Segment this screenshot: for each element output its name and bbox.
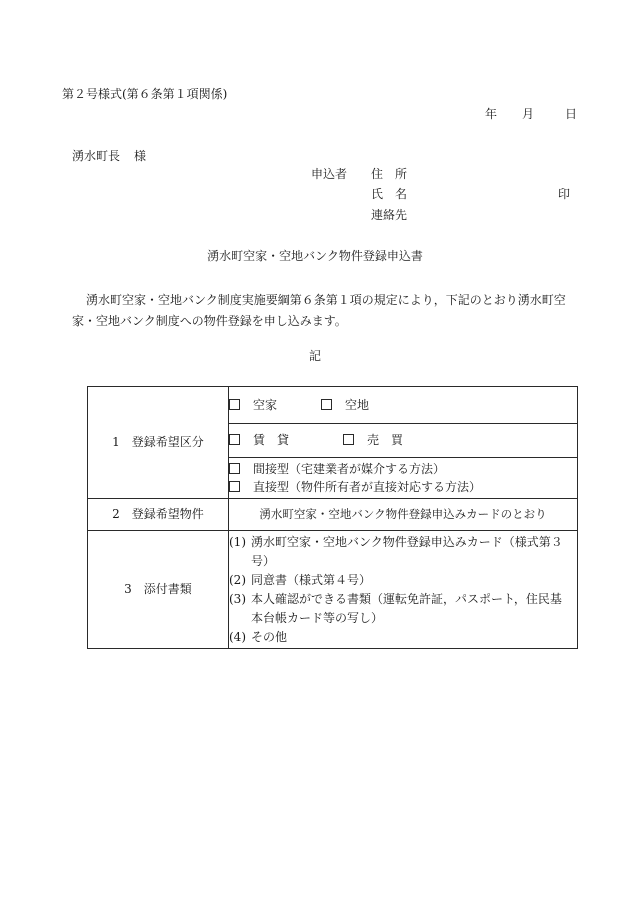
option-sale: 売 買 <box>367 433 404 448</box>
seal-label: 印 <box>558 187 571 201</box>
checkbox-indirect[interactable] <box>229 463 240 474</box>
contact-label: 連絡先 <box>371 208 408 222</box>
addressee-title: 様 <box>134 149 147 163</box>
list-item: (2) 同意書（様式第４号） <box>229 572 372 587</box>
option-indirect: 間接型（宅建業者が媒介する方法） <box>253 462 446 476</box>
list-item: (3) 本人確認ができる書類（運転免許証，パスポート，住民基本台帳カード等の写し） <box>229 591 562 625</box>
date-year-label: 年 <box>485 107 498 121</box>
name-label: 氏 名 <box>371 187 408 201</box>
option-rent: 賃 貸 <box>253 433 290 448</box>
option-direct: 直接型（物件所有者が直接対応する方法） <box>253 480 482 494</box>
body-text: 湧水町空家・空地バンク制度実施要綱第６条第１項の規定により，下記のとおり湧水町空家・空地バンク制度への物件登録を申し込みます。 <box>72 293 566 328</box>
list-item: (1) 湧水町空家・空地バンク物件登録申込みカード（様式第３号） <box>229 534 563 568</box>
property-type-options <box>229 387 578 424</box>
date-day-label: 日 <box>565 107 578 121</box>
address-label: 住 所 <box>371 167 408 181</box>
ki-heading: 記 <box>308 349 321 363</box>
date-line <box>485 106 577 122</box>
addressee <box>72 148 146 164</box>
table-row <box>88 387 578 424</box>
option-vacant-house: 空家 <box>253 397 278 412</box>
checkbox-rent[interactable] <box>229 434 240 445</box>
registration-type-label: 1 登録希望区分 <box>88 387 229 499</box>
trade-type-options <box>229 424 578 458</box>
attachments-list <box>229 531 578 649</box>
table-row <box>88 499 578 531</box>
option-vacant-land: 空地 <box>345 397 370 412</box>
list-item: (4) その他 <box>229 629 288 644</box>
date-month-label: 月 <box>522 107 535 121</box>
form-number: 第２号様式(第６条第１項関係) <box>62 87 228 101</box>
checkbox-sale[interactable] <box>343 434 354 445</box>
checkbox-vacant-land[interactable] <box>321 399 332 410</box>
checkbox-vacant-house[interactable] <box>229 399 240 410</box>
document-title: 湧水町空家・空地バンク物件登録申込書 <box>207 249 423 263</box>
registration-table <box>87 386 578 649</box>
property-label: 2 登録希望物件 <box>88 499 229 531</box>
checkbox-direct[interactable] <box>229 481 240 492</box>
addressee-name: 湧水町長 <box>72 149 121 163</box>
property-value: 湧水町空家・空地バンク物件登録申込みカードのとおり <box>229 499 578 531</box>
table-row <box>88 531 578 649</box>
applicant-label: 申込者 <box>311 167 348 181</box>
method-options <box>229 458 578 499</box>
attachments-label: 3 添付書類 <box>88 531 229 649</box>
